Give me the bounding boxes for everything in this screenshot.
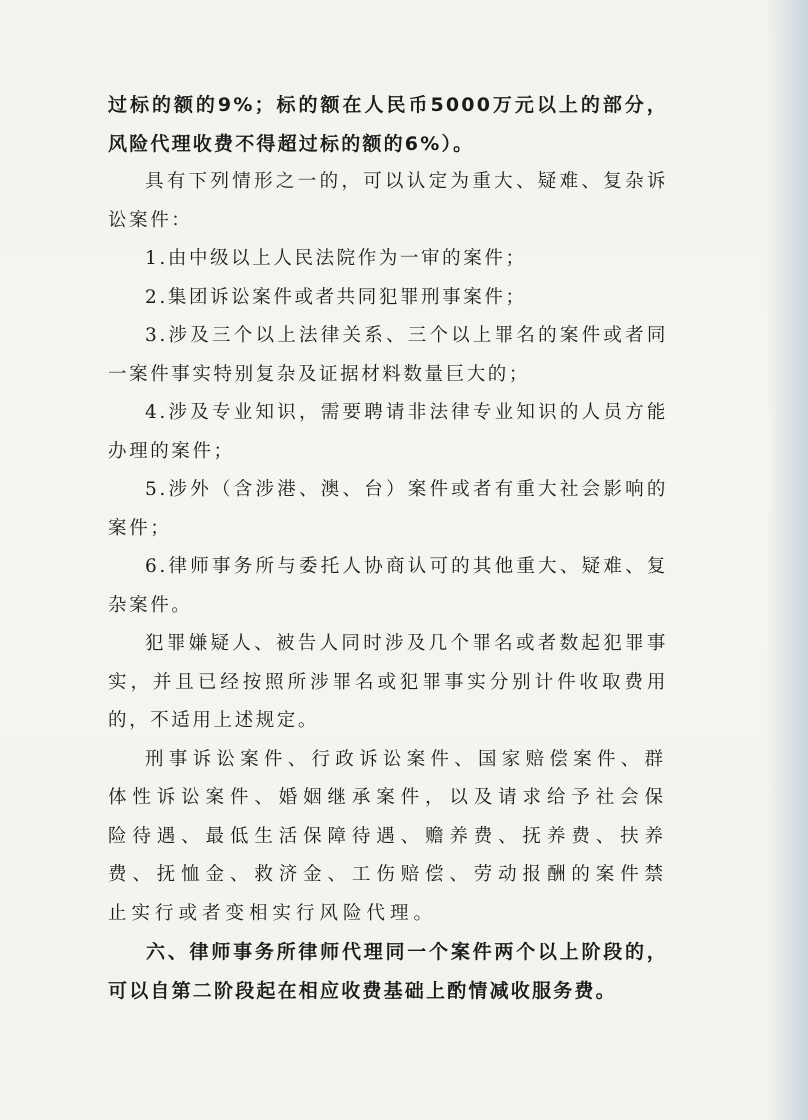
list-item-4: 4.涉及专业知识，需要聘请非法律专业知识的人员方能办理的案件； xyxy=(108,402,668,462)
list-item-2: 2.集团诉讼案件或者共同犯罪刑事案件； xyxy=(145,286,527,308)
paragraph-complex-case-intro: 具有下列情形之一的，可以认定为重大、疑难、复杂诉讼案件： xyxy=(108,171,668,231)
list-item-3: 3.涉及三个以上法律关系、三个以上罪名的案件或者同一案件事实特别复杂及证据材料数量巨大的； xyxy=(108,325,668,385)
list-item-5: 5.涉外（含涉港、澳、台）案件或者有重大社会影响的案件； xyxy=(108,479,668,539)
page-edge-shadow xyxy=(766,0,808,1120)
section-six-heading: 六、律师事务所律师代理同一个案件两个以上阶段的，可以自第二阶段起在相应收费基础上酌情减收服务费。 xyxy=(108,941,668,1002)
paragraph-risk-agency-prohibition: 刑事诉讼案件、行政诉讼案件、国家赔偿案件、群体性诉讼案件、婚姻继承案件，以及请求给予社会保险待遇、最低生活保障待遇、赡养费、抚养费、扶养费、抚恤金、救济金、工伤赔偿、劳动报酬的案件禁止实行或者变相实行风险代理。 xyxy=(108,748,668,924)
document-body xyxy=(108,86,668,1010)
paragraph-multiple-charges: 犯罪嫌疑人、被告人同时涉及几个罪名或者数起犯罪事实，并且已经按照所涉罪名或犯罪事实分别计件收取费用的，不适用上述规定。 xyxy=(108,633,668,731)
list-item-6: 6.律师事务所与委托人协商认可的其他重大、疑难、复杂案件。 xyxy=(108,556,668,616)
paragraph-fee-cap-continuation: 过标的额的9%；标的额在人民币5000万元以上的部分，风险代理收费不得超过标的额的6%）。 xyxy=(108,94,668,155)
list-item-1: 1.由中级以上人民法院作为一审的案件； xyxy=(145,248,527,269)
